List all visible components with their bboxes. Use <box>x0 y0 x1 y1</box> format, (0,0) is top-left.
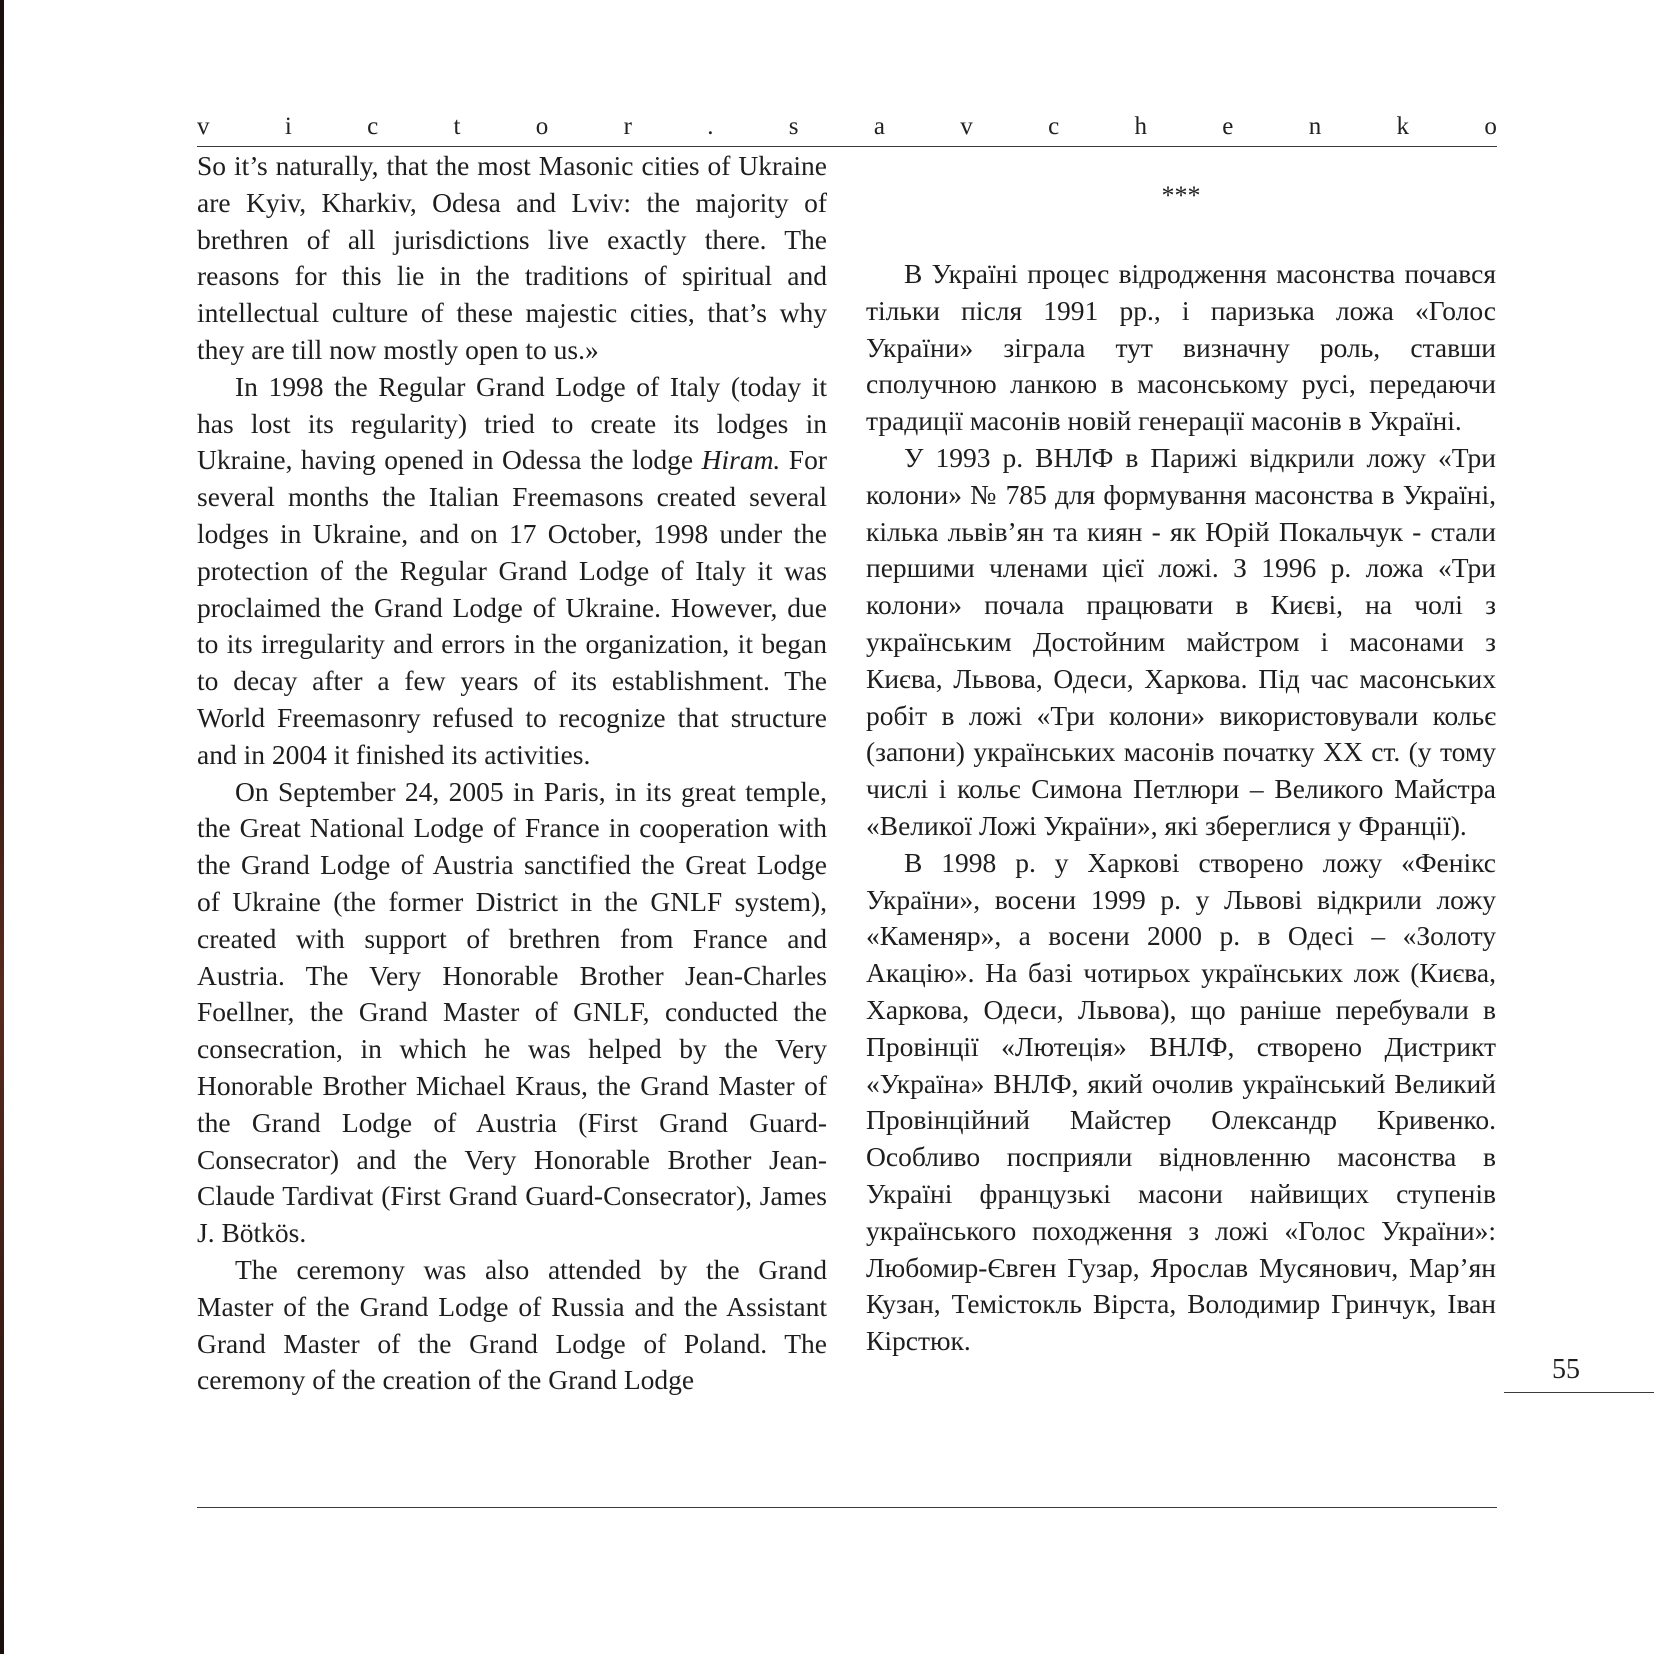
header-letter: c <box>1048 113 1060 140</box>
page-edge-shadow <box>0 0 4 1654</box>
page-number-block <box>1504 1352 1654 1393</box>
header-letter: c <box>367 113 379 140</box>
page-number: 55 <box>1552 1354 1580 1385</box>
section-divider-asterisks: *** <box>1161 181 1201 210</box>
header-letter: s <box>788 113 799 140</box>
lodge-name-hiram: Hiram. <box>701 444 781 476</box>
header-letter: o <box>535 113 549 140</box>
paragraph: The ceremony was also attended by the Grand Master of the Grand Lodge of Russia and the Assistant Grand Master of the Grand Lodge of Poland. The ceremony of the creation of the Grand Lodge <box>197 1253 827 1396</box>
header-letter: r <box>623 113 632 140</box>
header-letter: h <box>1134 113 1147 140</box>
paragraph: On September 24, 2005 in Paris, in its great temple, the Great National Lodge of France in cooperation with the Grand Lodge of Austria sanctified the Great Lodge of Ukraine (the former District in the GNLF system), created with support of brethren from France and Austria. The Very Honorable Brother Jean-Charles Foellner, the Grand Master of GNLF, conducted the consecration, in which he was helped by the Very Honorable Brother Michael Kraus, the Grand Master of the Grand Lodge of Austria (First Grand Guard-Consecrator) and the Very Honorable Brother Jean-Claude Tardivat (First Grand Guard-Consecrator), James J. Bötkös. <box>197 775 827 1249</box>
header-letter: . <box>707 113 714 140</box>
header-letter: a <box>873 113 885 140</box>
header-letter: i <box>284 113 292 140</box>
left-column-english <box>197 148 827 1399</box>
running-header <box>197 110 1497 147</box>
paragraph-text: In 1998 the Regular Grand Lodge of Italy (today it has lost its regularity) tried to create its lodges in Ukraine, having opened in Odessa the lodge <box>197 370 827 476</box>
paragraph-text: For several months the Italian Freemasons created several lodges in Ukraine, and on 17 October, 1998 under the protection of the Regular Grand Lodge of Italy it was proclaimed the Grand Lodge of Ukraine. However, due to its irregularity and errors in the organization, it began to decay after a few years of its establishment. The World Freemasonry refused to recognize that structure and in 2004 it finished its activities. <box>197 444 828 770</box>
running-header-title <box>197 110 1497 144</box>
paragraph: У 1993 р. ВНЛФ в Парижі відкрили ложу «Три колони» № 785 для формування масонства в Україні, кілька львів’ян та киян - як Юрій Покальчук - стали першими членами цієї ложі. З 1996 р. ложа «Три колони» почала працювати в Києві, на чолі з українським Достойним майстром і масонами з Києва, Львова, Одеси, Харкова. Під час масонських робіт в ложі «Три колони» використовували кольє (запони) українських масонів початку ХХ ст. (у тому числі і кольє Симона Петлюри – Великого Майстра «Великої Ложі України», які збереглися у Франції). <box>866 441 1496 841</box>
header-letter: o <box>1484 113 1497 140</box>
footer-rule <box>197 1507 1497 1508</box>
paragraph: В 1998 р. у Харкові створено ложу «Фенікс України», восени 1999 р. у Львові відкрили ложу «Каменяр», а восени 2000 р. в Одесі – «Золоту Акацію». На базі чотирьох українських лож (Києва, Харкова, Одеси, Львова), що раніше перебували в Провінції «Лютеція» ВНЛФ, створено Дистрикт «Україна» ВНЛФ, який очолив український Великий Провінційний Майстер Олександр Кривенко. Особливо посприяли відновленню масонства в Україні французькі масони найвищих ступенів українського походження з ложі «Голос України»: Любомир-Євген Гузар, Ярослав Мусянович, Мар’ян Кузан, Темістокль Вірста, Володимир Гринчук, Іван Кірстюк. <box>866 846 1496 1357</box>
header-letter: e <box>1222 113 1234 140</box>
paragraph <box>197 369 827 774</box>
header-letter: k <box>1396 113 1410 140</box>
header-letter: t <box>453 113 461 140</box>
header-letter: n <box>1308 113 1322 140</box>
header-letter: v <box>960 113 973 140</box>
header-letter: v <box>197 113 210 140</box>
paragraph: В Україні процес відродження масонства почався тільки після 1991 рр., і паризька ложа «Голос України» зіграла тут визначну роль, ставши сполучною ланкою в масонському русі, передаючи традиції масонів новій генерації масонів в Україні. <box>866 258 1496 437</box>
right-column-ukrainian <box>866 148 1496 1360</box>
paragraph: So it’s naturally, that the most Masonic cities of Ukraine are Kyiv, Kharkiv, Odesa and Lviv: the majority of brethren of all jurisdictions live exactly there. The reasons for this lie in the traditions of spiritual and intellectual culture of these majestic cities, that’s why they are till now mostly open to us.» <box>197 150 827 365</box>
